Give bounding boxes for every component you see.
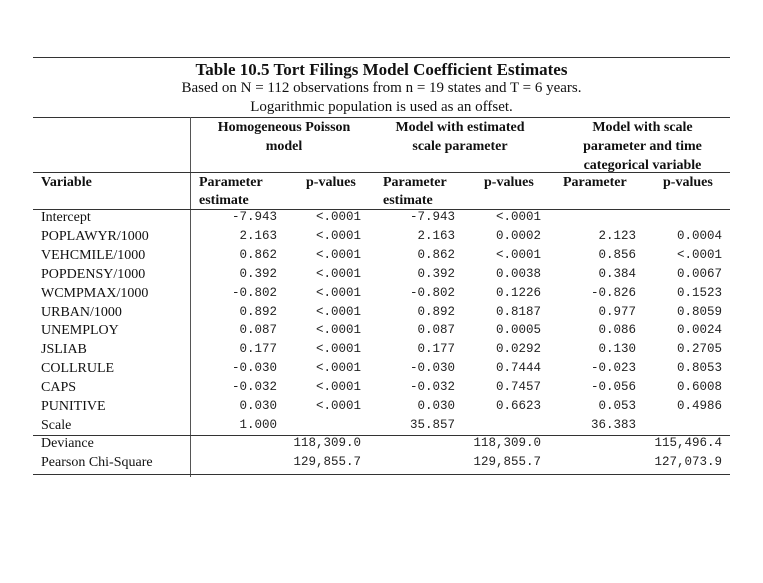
p-value-cell: 0.0004 <box>676 228 722 243</box>
table-row <box>0 359 763 378</box>
group-header-time-categorical: Model with scale parameter and time categorical variable <box>583 120 702 173</box>
parameter-estimate-cell: 0.087 <box>417 323 455 338</box>
col-header-pvalue-2: p-values <box>484 175 534 190</box>
p-value-cell: 0.4986 <box>676 399 722 413</box>
row-label: JSLIAB <box>41 342 87 358</box>
p-value-cell: 0.6623 <box>495 399 541 413</box>
parameter-estimate-cell: 0.053 <box>598 399 636 413</box>
table-row <box>0 378 763 397</box>
row-label: UNEMPLOY <box>41 323 119 339</box>
p-value-cell: 0.2705 <box>676 342 722 357</box>
subheader-rule <box>33 172 730 173</box>
parameter-estimate-cell: -7.943 <box>231 210 277 224</box>
col-header-pvalue-1: p-values <box>306 175 356 190</box>
p-value-cell: <.0001 <box>495 210 541 224</box>
parameter-estimate-cell: 0.130 <box>598 342 636 357</box>
summary-label: Pearson Chi-Square <box>41 455 153 470</box>
parameter-estimate-cell: 0.392 <box>239 266 277 281</box>
p-value-cell: 0.0038 <box>495 266 541 281</box>
parameter-estimate-cell: 2.163 <box>239 228 277 243</box>
table-row <box>0 284 763 303</box>
table-row <box>0 340 763 359</box>
summary-value-cell: 115,496.4 <box>654 436 722 450</box>
row-label: Intercept <box>41 210 91 225</box>
p-value-cell: <.0001 <box>315 342 361 357</box>
row-label: WCMPMAX/1000 <box>41 285 149 301</box>
col-header-pvalue-3: p-values <box>663 175 713 190</box>
p-value-cell: 0.1523 <box>676 285 722 300</box>
p-value-cell: 0.0292 <box>495 342 541 357</box>
p-value-cell: <.0001 <box>315 210 361 224</box>
parameter-estimate-cell: 2.163 <box>417 228 455 243</box>
col-header-param-3: Parameter <box>563 175 627 190</box>
p-value-cell: <.0001 <box>315 304 361 319</box>
table-title: Table 10.5 Tort Filings Model Coefficient Estimates <box>195 60 568 79</box>
summary-label: Deviance <box>41 436 94 451</box>
p-value-cell: 0.1226 <box>495 285 541 300</box>
p-value-cell: <.0001 <box>315 247 361 262</box>
parameter-estimate-cell: -0.030 <box>231 361 277 376</box>
p-value-cell: <.0001 <box>315 285 361 300</box>
parameter-estimate-cell: -0.802 <box>409 285 455 300</box>
summary-value-cell: 129,855.7 <box>293 455 361 469</box>
summary-row <box>0 453 763 472</box>
p-value-cell: 0.0005 <box>495 323 541 338</box>
row-label: COLLRULE <box>41 361 115 377</box>
p-value-cell: 0.8053 <box>676 361 722 376</box>
table-row <box>0 265 763 284</box>
p-value-cell: 0.0002 <box>495 228 541 243</box>
row-label: POPDENSY/1000 <box>41 266 146 282</box>
table-row <box>0 303 763 322</box>
summary-value-cell: 118,309.0 <box>293 436 361 450</box>
p-value-cell: <.0001 <box>315 361 361 376</box>
parameter-estimate-cell: 1.000 <box>239 417 277 432</box>
parameter-estimate-cell: -0.032 <box>231 380 277 395</box>
parameter-estimate-cell: 2.123 <box>598 228 636 243</box>
parameter-estimate-cell: 0.030 <box>417 399 455 413</box>
p-value-cell: <.0001 <box>315 228 361 243</box>
parameter-estimate-cell: 0.030 <box>239 399 277 413</box>
p-value-cell: <.0001 <box>315 323 361 338</box>
top-rule <box>33 57 730 58</box>
p-value-cell: <.0001 <box>315 266 361 281</box>
p-value-cell: 0.0024 <box>676 323 722 338</box>
col-header-param-1: Parameter estimate <box>199 175 263 208</box>
row-label: Scale <box>41 417 72 433</box>
row-label: URBAN/1000 <box>41 304 122 320</box>
parameter-estimate-cell: 0.392 <box>417 266 455 281</box>
table-row <box>0 227 763 246</box>
parameter-estimate-cell: -7.943 <box>409 210 455 224</box>
parameter-estimate-cell: 0.087 <box>239 323 277 338</box>
p-value-cell: <.0001 <box>495 247 541 262</box>
parameter-estimate-cell: 0.977 <box>598 304 636 319</box>
parameter-estimate-cell: 0.177 <box>239 342 277 357</box>
parameter-estimate-cell: 0.856 <box>598 247 636 262</box>
p-value-cell: 0.7444 <box>495 361 541 376</box>
table-subtitle-2: Logarithmic population is used as an offset. <box>250 99 513 115</box>
bottom-rule <box>33 474 730 475</box>
parameter-estimate-cell: -0.802 <box>231 285 277 300</box>
parameter-estimate-cell: -0.023 <box>590 361 636 376</box>
group-header-homogeneous: Homogeneous Poisson model <box>217 120 351 154</box>
parameter-estimate-cell: 0.862 <box>239 247 277 262</box>
col-header-param-2: Parameter estimate <box>383 175 447 208</box>
col-header-variable: Variable <box>41 175 92 190</box>
table-row <box>0 416 763 435</box>
p-value-cell: <.0001 <box>315 380 361 395</box>
parameter-estimate-cell: 0.862 <box>417 247 455 262</box>
p-value-cell: <.0001 <box>676 247 722 262</box>
summary-row <box>0 434 763 453</box>
p-value-cell: 0.6008 <box>676 380 722 395</box>
parameter-estimate-cell: 36.383 <box>590 417 636 432</box>
p-value-cell: <.0001 <box>315 399 361 413</box>
parameter-estimate-cell: -0.032 <box>409 380 455 395</box>
p-value-cell: 0.0067 <box>676 266 722 281</box>
parameter-estimate-cell: -0.030 <box>409 361 455 376</box>
parameter-estimate-cell: -0.826 <box>590 285 636 300</box>
parameter-estimate-cell: 0.892 <box>417 304 455 319</box>
parameter-estimate-cell: 0.384 <box>598 266 636 281</box>
table-row <box>0 208 763 227</box>
row-label: CAPS <box>41 380 77 396</box>
table-subtitle-1: Based on N = 112 observations from n = 19 states and T = 6 years. <box>181 80 582 96</box>
p-value-cell: 0.8187 <box>495 304 541 319</box>
table-row <box>0 397 763 416</box>
parameter-estimate-cell: 0.177 <box>417 342 455 357</box>
parameter-estimate-cell: 0.086 <box>598 323 636 338</box>
parameter-estimate-cell: 35.857 <box>409 417 455 432</box>
summary-value-cell: 127,073.9 <box>654 455 722 469</box>
parameter-estimate-cell: -0.056 <box>590 380 636 395</box>
parameter-estimate-cell: 0.892 <box>239 304 277 319</box>
group-header-estimated-scale: Model with estimated scale parameter <box>395 120 525 154</box>
row-label: VEHCMILE/1000 <box>41 247 146 263</box>
table-row <box>0 246 763 265</box>
summary-value-cell: 118,309.0 <box>473 436 541 450</box>
p-value-cell: 0.8059 <box>676 304 722 319</box>
row-label: POPLAWYR/1000 <box>41 228 149 244</box>
p-value-cell: 0.7457 <box>495 380 541 395</box>
summary-value-cell: 129,855.7 <box>473 455 541 469</box>
row-label: PUNITIVE <box>41 399 106 414</box>
table-row <box>0 321 763 340</box>
